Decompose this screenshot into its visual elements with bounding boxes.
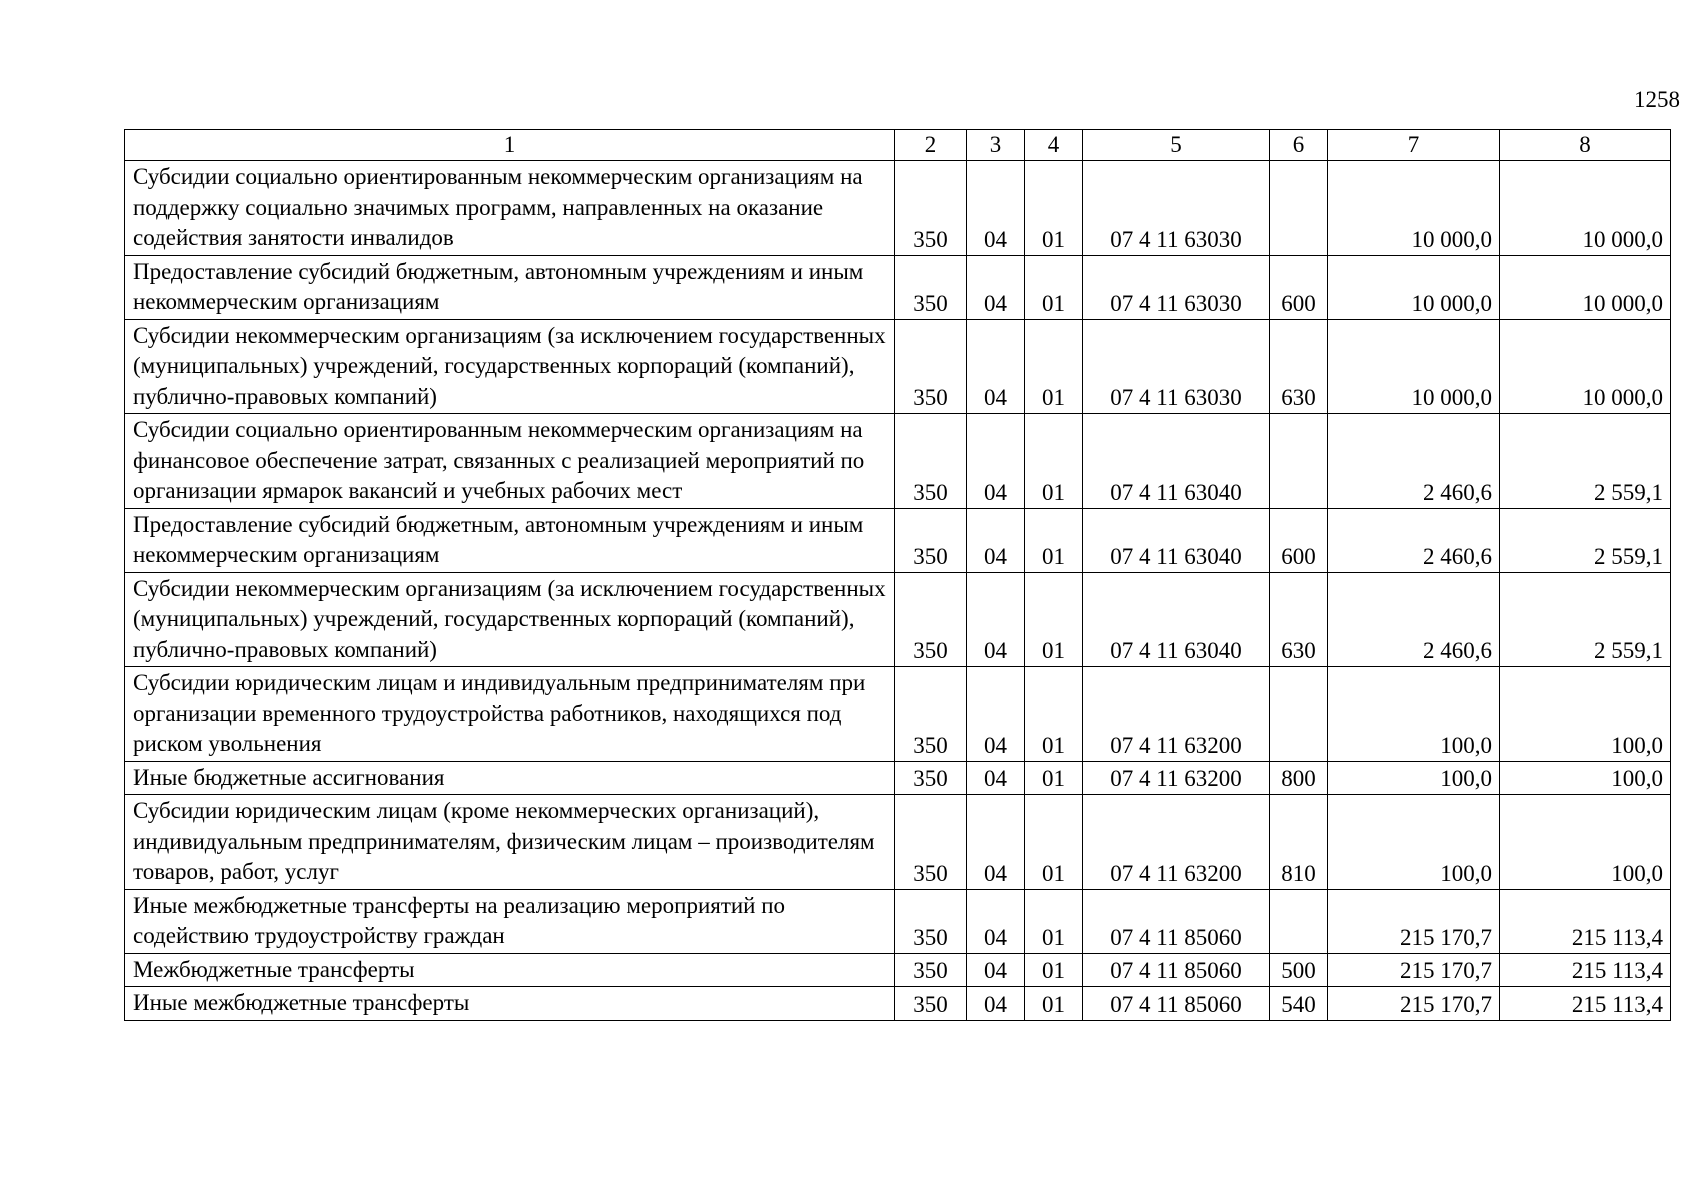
row-name-cell: Субсидии социально ориентированным некоммерческим организациям на финансовое обеспечение затрат, связанных с реализацией мероприятий по организации ярмарок вакансий и учебных рабочих мест: [125, 414, 895, 509]
subsection-code-cell: 01: [1025, 508, 1083, 572]
ministry-code-cell: 350: [895, 319, 967, 414]
ministry-code-cell: 350: [895, 508, 967, 572]
subsection-code-cell: 01: [1025, 987, 1083, 1021]
row-name-cell: Субсидии некоммерческим организациям (за исключением государственных (муниципальных) учреждений, государственных корпораций (компаний), публично-правовых компаний): [125, 319, 895, 414]
expense-type-cell: [1270, 161, 1328, 256]
table-row: [125, 987, 1671, 1021]
row-name-cell: Межбюджетные трансферты: [125, 953, 895, 987]
section-code-cell: 04: [967, 319, 1025, 414]
column-header: 6: [1270, 130, 1328, 161]
page-number: 1258: [1634, 87, 1680, 112]
ministry-code-cell: 350: [895, 987, 967, 1021]
amount-year-2-cell: 10 000,0: [1500, 319, 1671, 414]
expense-type-cell: [1270, 667, 1328, 762]
table-row: [125, 761, 1671, 795]
ministry-code-cell: 350: [895, 889, 967, 953]
subsection-code-cell: 01: [1025, 255, 1083, 319]
ministry-code-cell: 350: [895, 953, 967, 987]
ministry-code-cell: 350: [895, 414, 967, 509]
row-name-cell: Субсидии некоммерческим организациям (за исключением государственных (муниципальных) учреждений, государственных корпораций (компаний), публично-правовых компаний): [125, 572, 895, 667]
target-article-cell: 07 4 11 63040: [1083, 572, 1270, 667]
amount-year-2-cell: 215 113,4: [1500, 987, 1671, 1021]
table-body: [125, 161, 1671, 1021]
amount-year-1-cell: 10 000,0: [1328, 319, 1500, 414]
target-article-cell: 07 4 11 63200: [1083, 761, 1270, 795]
expense-type-cell: 600: [1270, 255, 1328, 319]
section-code-cell: 04: [967, 953, 1025, 987]
amount-year-2-cell: 10 000,0: [1500, 255, 1671, 319]
subsection-code-cell: 01: [1025, 953, 1083, 987]
row-name-cell: Иные межбюджетные трансферты: [125, 987, 895, 1021]
row-name-cell: Предоставление субсидий бюджетным, автономным учреждениям и иным некоммерческим организациям: [125, 255, 895, 319]
section-code-cell: 04: [967, 761, 1025, 795]
section-code-cell: 04: [967, 161, 1025, 256]
amount-year-2-cell: 215 113,4: [1500, 953, 1671, 987]
amount-year-1-cell: 10 000,0: [1328, 161, 1500, 256]
row-name-cell: Субсидии юридическим лицам (кроме некоммерческих организаций), индивидуальным предпринимателям, физическим лицам – производителям товаров, работ, услуг: [125, 795, 895, 890]
row-name-cell: Иные межбюджетные трансферты на реализацию мероприятий по содействию трудоустройству граждан: [125, 889, 895, 953]
expense-type-cell: [1270, 414, 1328, 509]
table-row: [125, 889, 1671, 953]
amount-year-2-cell: 2 559,1: [1500, 414, 1671, 509]
column-header: 2: [895, 130, 967, 161]
amount-year-1-cell: 100,0: [1328, 761, 1500, 795]
amount-year-2-cell: 100,0: [1500, 761, 1671, 795]
expense-type-cell: 600: [1270, 508, 1328, 572]
amount-year-1-cell: 2 460,6: [1328, 414, 1500, 509]
section-code-cell: 04: [967, 414, 1025, 509]
target-article-cell: 07 4 11 63200: [1083, 795, 1270, 890]
table-row: [125, 255, 1671, 319]
expense-type-cell: 540: [1270, 987, 1328, 1021]
expense-type-cell: 800: [1270, 761, 1328, 795]
section-code-cell: 04: [967, 508, 1025, 572]
amount-year-1-cell: 215 170,7: [1328, 987, 1500, 1021]
amount-year-2-cell: 100,0: [1500, 795, 1671, 890]
target-article-cell: 07 4 11 63030: [1083, 319, 1270, 414]
amount-year-1-cell: 10 000,0: [1328, 255, 1500, 319]
table-row: [125, 319, 1671, 414]
expense-type-cell: 630: [1270, 572, 1328, 667]
section-code-cell: 04: [967, 987, 1025, 1021]
ministry-code-cell: 350: [895, 761, 967, 795]
target-article-cell: 07 4 11 63040: [1083, 414, 1270, 509]
column-header: 5: [1083, 130, 1270, 161]
amount-year-2-cell: 2 559,1: [1500, 572, 1671, 667]
target-article-cell: 07 4 11 85060: [1083, 889, 1270, 953]
table-row: [125, 667, 1671, 762]
row-name-cell: Субсидии юридическим лицам и индивидуальным предпринимателям при организации временного трудоустройства работников, находящихся под риском увольнения: [125, 667, 895, 762]
budget-table: [124, 129, 1671, 1021]
ministry-code-cell: 350: [895, 161, 967, 256]
column-header: 8: [1500, 130, 1671, 161]
table-row: [125, 953, 1671, 987]
amount-year-1-cell: 2 460,6: [1328, 508, 1500, 572]
ministry-code-cell: 350: [895, 667, 967, 762]
amount-year-1-cell: 100,0: [1328, 795, 1500, 890]
section-code-cell: 04: [967, 667, 1025, 762]
target-article-cell: 07 4 11 85060: [1083, 953, 1270, 987]
expense-type-cell: 500: [1270, 953, 1328, 987]
subsection-code-cell: 01: [1025, 667, 1083, 762]
ministry-code-cell: 350: [895, 572, 967, 667]
amount-year-1-cell: 215 170,7: [1328, 953, 1500, 987]
expense-type-cell: 630: [1270, 319, 1328, 414]
amount-year-1-cell: 215 170,7: [1328, 889, 1500, 953]
row-name-cell: Предоставление субсидий бюджетным, автономным учреждениям и иным некоммерческим организациям: [125, 508, 895, 572]
column-header: 7: [1328, 130, 1500, 161]
section-code-cell: 04: [967, 889, 1025, 953]
expense-type-cell: 810: [1270, 795, 1328, 890]
amount-year-2-cell: 100,0: [1500, 667, 1671, 762]
subsection-code-cell: 01: [1025, 161, 1083, 256]
subsection-code-cell: 01: [1025, 761, 1083, 795]
section-code-cell: 04: [967, 795, 1025, 890]
header-row: [125, 130, 1671, 161]
table-row: [125, 795, 1671, 890]
amount-year-2-cell: 2 559,1: [1500, 508, 1671, 572]
table-row: [125, 572, 1671, 667]
subsection-code-cell: 01: [1025, 889, 1083, 953]
amount-year-1-cell: 100,0: [1328, 667, 1500, 762]
amount-year-2-cell: 10 000,0: [1500, 161, 1671, 256]
target-article-cell: 07 4 11 63030: [1083, 161, 1270, 256]
target-article-cell: 07 4 11 63030: [1083, 255, 1270, 319]
column-header: 4: [1025, 130, 1083, 161]
row-name-cell: Субсидии социально ориентированным некоммерческим организациям на поддержку социально значимых программ, направленных на оказание содействия занятости инвалидов: [125, 161, 895, 256]
target-article-cell: 07 4 11 85060: [1083, 987, 1270, 1021]
amount-year-1-cell: 2 460,6: [1328, 572, 1500, 667]
amount-year-2-cell: 215 113,4: [1500, 889, 1671, 953]
ministry-code-cell: 350: [895, 255, 967, 319]
column-header: 1: [125, 130, 895, 161]
target-article-cell: 07 4 11 63200: [1083, 667, 1270, 762]
table-row: [125, 414, 1671, 509]
subsection-code-cell: 01: [1025, 414, 1083, 509]
row-name-cell: Иные бюджетные ассигнования: [125, 761, 895, 795]
section-code-cell: 04: [967, 255, 1025, 319]
table-row: [125, 508, 1671, 572]
column-header: 3: [967, 130, 1025, 161]
subsection-code-cell: 01: [1025, 319, 1083, 414]
section-code-cell: 04: [967, 572, 1025, 667]
subsection-code-cell: 01: [1025, 572, 1083, 667]
subsection-code-cell: 01: [1025, 795, 1083, 890]
target-article-cell: 07 4 11 63040: [1083, 508, 1270, 572]
table-row: [125, 161, 1671, 256]
expense-type-cell: [1270, 889, 1328, 953]
ministry-code-cell: 350: [895, 795, 967, 890]
